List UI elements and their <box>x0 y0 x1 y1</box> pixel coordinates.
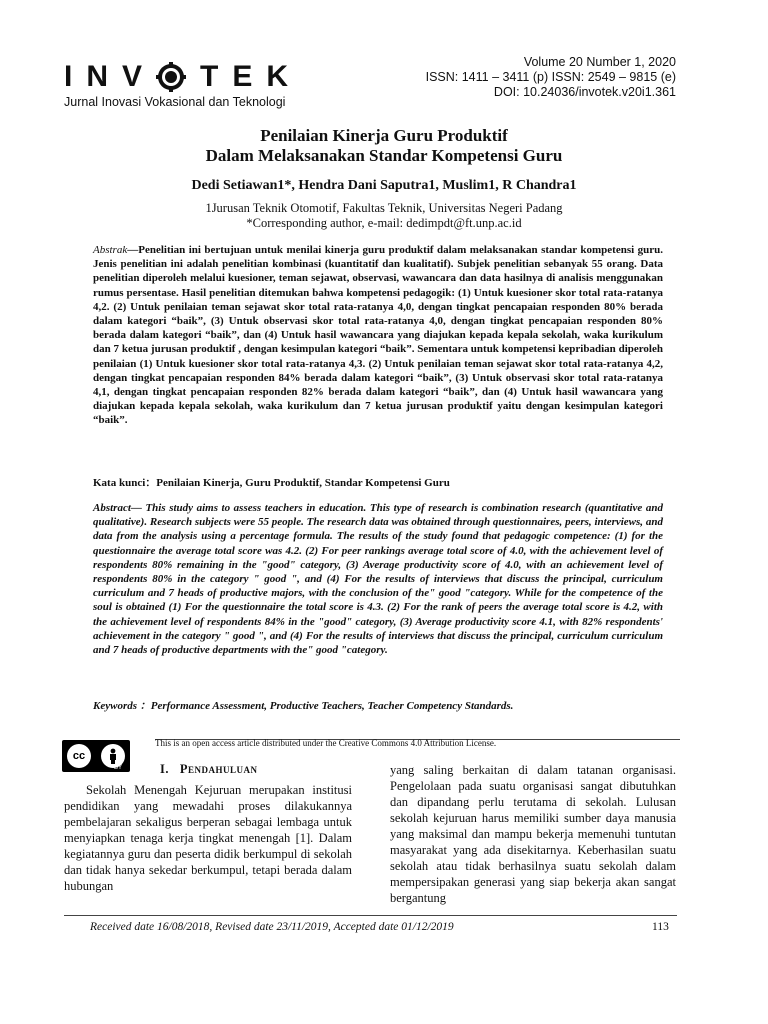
cc-by-label: BY <box>113 765 122 771</box>
section-heading <box>160 762 258 777</box>
doi: DOI: 10.24036/invotek.v20i1.361 <box>493 85 676 99</box>
paper-title <box>0 126 768 166</box>
abstract-english: Abstract— This study aims to assess teachers in education. This type of research is combination research (quantitative and qualitative). Research subjects were 55 people. The research data was obtained through questionnaires, peers, interviews, and data from the analysis using a percentage formula. The results of the study found that pedagogic competence: (1) for the questionnaire the average total score was 4.2. (2) For peer rankings average total score of 4.0, with the achievement level of respondents 80% remaining in the "good" category, (3) Average productivity score of 4.0, with an achievement level of respondents 80% in the category " good ", and (4) For the results of interviews that discuss the principal, curriculum curriculum and 7 heads of productive majors, with the conclusion of the" good "category. While for the competence of the soul is obtained (1) For the questionnaire the total score is 4.3. (2) For the rank of peers the average total score is 4.2, with the achievement level of respondents 84% in the "good" category, (3) Average productivity score 4.1, with 82% respondents' achievement in the category " good ", and (4) For the results of interviews that discuss the principal, curriculum curriculum and 7 heads of productive departments with the" good "category. <box>93 502 663 657</box>
title-line-2: Dalam Melaksanakan Standar Kompetensi Guru <box>205 146 563 165</box>
section-number: I. <box>160 762 169 776</box>
logo-text-left: INV <box>64 60 157 93</box>
submission-dates: Received date 16/08/2018, Revised date 23/11/2019, Accepted date 01/12/2019 <box>90 921 454 933</box>
affiliation-line: 1Jurusan Teknik Otomotif, Fakultas Teknik, Universitas Negeri Padang <box>205 201 563 215</box>
abstract-label: Abstrak <box>93 244 128 256</box>
body-column-right: yang saling berkaitan di dalam tatanan organisasi. Pengelolaan pada suatu organisasi sangat dibutuhkan dan dipandang perlu terutama di sekolah. Lulusan sekolah kejuruan harus memiliki sumber daya manusia yang maksimal dan mampu bekerja memenuhi tuntutan masyarakat yang ada disekitarnya. Keberhasilan suatu sekolah atau tidak berhasilnya suatu sekolah dalam mempersipakan generasi yang siap bekerja akan sangat bergantung <box>390 763 676 905</box>
corresponding-author: *Corresponding author, e-mail: dedimpdt@ft.unp.ac.id <box>246 216 522 230</box>
license-text: This is an open access article distributed under the Creative Commons 4.0 Attribution License. <box>155 738 497 748</box>
cc-icon: cc <box>67 744 91 768</box>
keywords-english: Keywords ：Performance Assessment, Productive Teachers, Teacher Competency Standards. <box>93 700 514 712</box>
page-number: 113 <box>652 921 669 933</box>
volume: Volume 20 Number 1, 2020 <box>523 55 676 69</box>
section-title: Pendahuluan <box>179 762 258 776</box>
journal-logo <box>64 60 302 94</box>
journal-meta <box>426 55 676 100</box>
footer-divider <box>64 915 677 916</box>
abstract-indonesian <box>93 243 663 428</box>
journal-name: Jurnal Inovasi Vokasional dan Teknologi <box>64 95 286 109</box>
abstract-text: —Penelitian ini bertujuan untuk menilai kinerja guru produktif dalam melaksanakan standar kompetensi guru. Jenis penelitian ini adalah penelitian kombinasi (kuantitatif dan kualitatif). Subjek penelitian sebanyak 55 orang. Data penelitian diperoleh melalui kuesioner, teman sejawat, observasi, wawancara dan data hasilnya di analisis menggunakan rumus persentase. Hasil penelitian ditemukan bahwa kompetensi pedagogik: (1) Untuk kuesioner skor total rata-ratanya 4,2. (2) Untuk penilaian teman sejawat skor total rata-ratanya 4,0, dengan tingkat pencapaian responden 80% berada dalam kategori “baik”, (3) Untuk observasi skor total rata-ratanya 4,0, dengan tingkat pencapaian responden 80% berada dalam kategori “baik”, dan (4) Untuk hasil wawancara yang diajukan kepada kepala sekolah, waka kurikulum dan 7 ketua jurusan produktif , dengan kesimpulan kategori “baik”. Sementara untuk kompetensi kepribadian diperoleh penilaian (1) Untuk kuesioner skor total rata-ratanya 4,3. (2) Untuk penilaian teman sejawat skor total rata-ratanya 4,2, dengan tingkat pencapaian responden 84% berada dalam kategori “baik”, (3) Untuk observasi skor total rata-ratanya 4,1, dengan tingkat pencapaian responden 82% berada dalam kategori “baik”, dan (4) Untuk hasil wawancara yang diajukan kepada kepala sekolah, waka kurikulum dan 7 ketua jurusan produktif yaitu dengan kesimpulan kategori “baik”. <box>93 244 663 427</box>
gear-icon <box>156 62 186 92</box>
title-line-1: Penilaian Kinerja Guru Produktif <box>260 126 508 145</box>
issn: ISSN: 1411 – 3411 (p) ISSN: 2549 – 9815 (e) <box>425 70 676 84</box>
keywords-indonesian: Kata kunci：Penilaian Kinerja, Guru Produktif, Standar Kompetensi Guru <box>93 477 450 489</box>
body-column-left <box>64 782 352 894</box>
affiliation <box>0 201 768 231</box>
body-paragraph: Sekolah Menengah Kejuruan merupakan institusi pendidikan yang mewadahi proses dilakukannya pembelajaran sekaligus berperan sebagai lembaga untuk menyiapkan tenaga kerja tingkat menengah [1]. Dalam kegiatannya guru dan peserta didik berkumpul di sekolah dan tidak hanya sekedar berkumpul, tetapi berada dalam hubungan <box>64 783 352 893</box>
author-list: Dedi Setiawan1*, Hendra Dani Saputra1, Muslim1, R Chandra1 <box>191 178 577 193</box>
creative-commons-badge[interactable] <box>62 740 130 772</box>
logo-text-right: TEK <box>200 60 303 93</box>
